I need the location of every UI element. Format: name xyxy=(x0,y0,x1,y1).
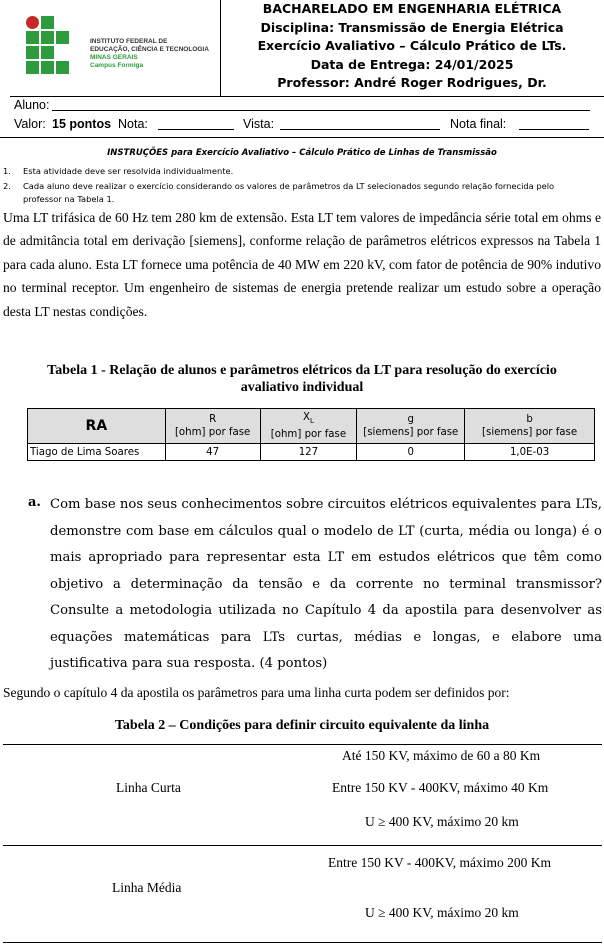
header-b-symbol: b xyxy=(526,414,533,425)
instruction-item xyxy=(3,193,114,205)
header-r-symbol: R xyxy=(209,414,217,425)
due-date: Data de Entrega: 24/01/2025 xyxy=(310,56,514,72)
instruction-text: Esta atividade deve ser resolvida individualmente. xyxy=(23,166,234,176)
table2-bottom-rule xyxy=(3,942,602,943)
exercise-title: Exercício Avaliativo – Cálculo Prático de LTs. xyxy=(257,38,567,54)
header-r-unit: [ohm] por fase xyxy=(174,427,251,438)
instruction-text: professor na Tabela 1. xyxy=(23,194,115,204)
discipline: Disciplina: Transmissão de Energia Elétrica xyxy=(260,19,564,35)
instruction-item xyxy=(3,180,554,192)
table-row xyxy=(28,444,595,461)
cell-b: 1,0E-03 xyxy=(465,444,595,461)
instructions-divider xyxy=(0,137,604,148)
media-condition: U ≥ 400 KV, máximo 20 km xyxy=(365,905,519,920)
header-xl-symbol-wrap xyxy=(261,411,357,428)
header-g-symbol: g xyxy=(407,414,414,425)
table1 xyxy=(27,408,595,461)
document-header xyxy=(10,0,604,97)
logo-square xyxy=(26,31,39,44)
segundo-text: Segundo o capítulo 4 da apostila os parâmetros para uma linha curta podem ser definidos por: xyxy=(3,685,510,700)
logo-line: MINAS GERAIS xyxy=(90,54,138,61)
header-b-unit: [siemens] por fase xyxy=(482,427,578,438)
logo-square xyxy=(41,16,54,29)
institution-logo xyxy=(26,16,216,82)
media-condition: Entre 150 KV - 400KV, máximo 200 Km xyxy=(328,855,551,870)
header-g xyxy=(357,409,465,444)
logo-text xyxy=(90,38,209,70)
professor: Professor: André Roger Rodrigues, Dr. xyxy=(277,75,547,91)
table2-top-rule xyxy=(3,744,602,745)
logo-square xyxy=(26,61,39,74)
logo-square xyxy=(56,61,69,74)
course-title: BACHARELADO EM ENGENHARIA ELÉTRICA xyxy=(262,1,562,16)
value-label: Valor: xyxy=(14,117,46,131)
review-label: Vista: xyxy=(243,117,275,131)
header-title-block xyxy=(222,0,602,93)
final-grade-field[interactable] xyxy=(519,129,589,130)
header-divider xyxy=(220,0,221,97)
table1-header-row xyxy=(28,409,595,444)
logo-line: EDUCAÇÃO, CIÊNCIA E TECNOLOGIA xyxy=(90,46,209,53)
header-xl xyxy=(260,409,357,444)
cell-g: 0 xyxy=(357,444,465,461)
header-g-unit: [siemens] por fase xyxy=(363,427,459,438)
cell-name: Tiago de Lima Soares xyxy=(28,444,166,461)
table1-title: Tabela 1 - Relação de alunos e parâmetros elétricos da LT para resolução do exercício avaliativo individual xyxy=(47,363,557,395)
logo-red-circle xyxy=(26,16,39,29)
curta-condition: U ≥ 400 KV, máximo 20 km xyxy=(365,814,519,829)
logo-square xyxy=(26,46,39,59)
table2-title: Tabela 2 – Condições para definir circuito equivalente da linha xyxy=(114,718,490,733)
header-r xyxy=(165,409,260,444)
header-xl-subscript: L xyxy=(309,417,314,426)
table2-middle-rule xyxy=(3,845,602,846)
instruction-text: Cada aluno deve realizar o exercício considerando os valores de parâmetros da LT selecionados segundo relação fornecida pelo xyxy=(23,181,555,191)
logo-square xyxy=(41,61,54,74)
instructions-title: INSTRUÇÕES para Exercício Avaliativo – Cálculo Prático de Linhas de Transmissão xyxy=(107,148,497,158)
student-field[interactable] xyxy=(52,110,590,111)
cell-xl: 127 xyxy=(260,444,357,461)
logo-square xyxy=(56,31,69,44)
question-a-label: a. xyxy=(28,495,41,510)
review-field[interactable] xyxy=(280,129,440,130)
curta-condition: Entre 150 KV - 400KV, máximo 40 Km xyxy=(332,780,549,795)
header-ra: RA xyxy=(28,409,166,444)
question-a-text: Com base nos seus conhecimentos sobre circuitos elétricos equivalentes para LTs, demonstre com base em cálculos qual o modelo de LT (curta, média ou longa) é o mais apropriado para representar esta LT em estudos elétricos que têm como objetivo a determinação da tensão e da corrente no terminal transmissor? Consulte a metodologia utilizada no Capítulo 4 da apostila para desenvolver as equações matemáticas para LTs curtas, médias e longas, e elabore uma justificativa para sua resposta. (4 pontos) xyxy=(50,497,602,671)
logo-square xyxy=(41,46,54,59)
header-xl-symbol: X xyxy=(302,411,310,423)
instruction-number: 1. xyxy=(3,166,11,176)
grade-label: Nota: xyxy=(118,117,148,131)
header-b xyxy=(465,409,595,444)
instruction-number: 2. xyxy=(3,181,11,191)
instruction-item xyxy=(3,165,233,177)
media-label: Linha Média xyxy=(112,880,182,895)
logo-line: INSTITUTO FEDERAL DE xyxy=(90,38,168,45)
problem-statement: Uma LT trifásica de 60 Hz tem 280 km de extensão. Esta LT tem valores de impedância série total em ohms e de admitância total em derivação [siemens], conforme relação de parâmetros elétricos expressos na Tabela 1 para cada aluno. Esta LT fornece uma potência de 40 MW em 220 kV, com fator de potência de 90% indutivo no terminal receptor. Um engenheiro de sistemas de energia pretende realizar um estudo sobre a operação desta LT nestas condições. xyxy=(3,210,601,319)
cell-r: 47 xyxy=(165,444,260,461)
curta-label: Linha Curta xyxy=(116,780,181,795)
final-grade-label: Nota final: xyxy=(450,117,507,131)
value-amount: 15 pontos xyxy=(52,117,112,131)
curta-condition: Até 150 KV, máximo de 60 a 80 Km xyxy=(342,748,541,763)
header-xl-unit: [ohm] por fase xyxy=(270,429,347,441)
student-label: Aluno: xyxy=(14,98,50,112)
grade-field[interactable] xyxy=(158,129,234,130)
logo-line: Campus Formiga xyxy=(90,62,144,69)
logo-square xyxy=(41,31,54,44)
header-bottom-border xyxy=(10,96,604,97)
